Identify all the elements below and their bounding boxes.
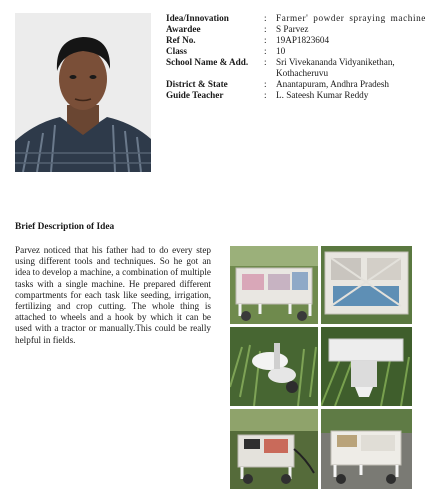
- info-row-district: [166, 79, 428, 90]
- info-label: Guide Teacher: [166, 90, 224, 100]
- info-colon: :: [264, 13, 267, 23]
- awardee-portrait-photo: [15, 13, 151, 172]
- info-value-idea: Farmer' powder spraying machine: [276, 13, 426, 23]
- description-body: Parvez noticed that his father had to do every step using different tools and techniques. So he got an idea to develop a machine, a combination of multiple tasks with a single machine. He prepared different compartments for each task like seeding, irrigation, fertilizing and crop cutting. The whole thing is attached to wheels and a hook by which it can be used with a tractor or manually.This could be really helpful in fields.: [15, 245, 211, 345]
- machine-photo-2: [321, 246, 412, 324]
- description-heading: Brief Description of Idea: [15, 222, 115, 232]
- machine-photo-6: [321, 409, 412, 489]
- info-row-class: [166, 46, 428, 57]
- machine-photo-1: [230, 246, 318, 324]
- info-row-idea: [166, 13, 428, 24]
- info-label: Class: [166, 46, 187, 56]
- awardee-info-table: [166, 13, 428, 101]
- info-value-class: 10: [276, 46, 286, 56]
- info-label: District & State: [166, 79, 228, 89]
- info-colon: :: [264, 79, 267, 89]
- info-row-ref-no: [166, 35, 428, 46]
- info-label: Idea/Innovation: [166, 13, 229, 23]
- info-colon: :: [264, 35, 267, 45]
- info-value-school: Sri Vivekananda Vidyanikethan, Kothacheruvu: [276, 57, 395, 78]
- info-label: Awardee: [166, 24, 201, 34]
- info-colon: :: [264, 57, 267, 67]
- info-value-awardee: S Parvez: [276, 24, 309, 34]
- info-row-guide: [166, 90, 428, 101]
- info-row-school: [166, 57, 428, 79]
- info-row-awardee: [166, 24, 428, 35]
- info-colon: :: [264, 24, 267, 34]
- info-label: School Name & Add.: [166, 57, 249, 67]
- info-colon: :: [264, 46, 267, 56]
- info-value-ref-no: 19AP1823604: [276, 35, 330, 45]
- info-colon: :: [264, 90, 267, 100]
- machine-photo-4: [321, 327, 412, 406]
- info-label: Ref No.: [166, 35, 196, 45]
- info-value-district: Anantapuram, Andhra Pradesh: [276, 79, 390, 89]
- machine-photo-3: [230, 327, 318, 406]
- machine-photo-5: [230, 409, 318, 489]
- info-value-guide: L. Sateesh Kumar Reddy: [276, 90, 369, 100]
